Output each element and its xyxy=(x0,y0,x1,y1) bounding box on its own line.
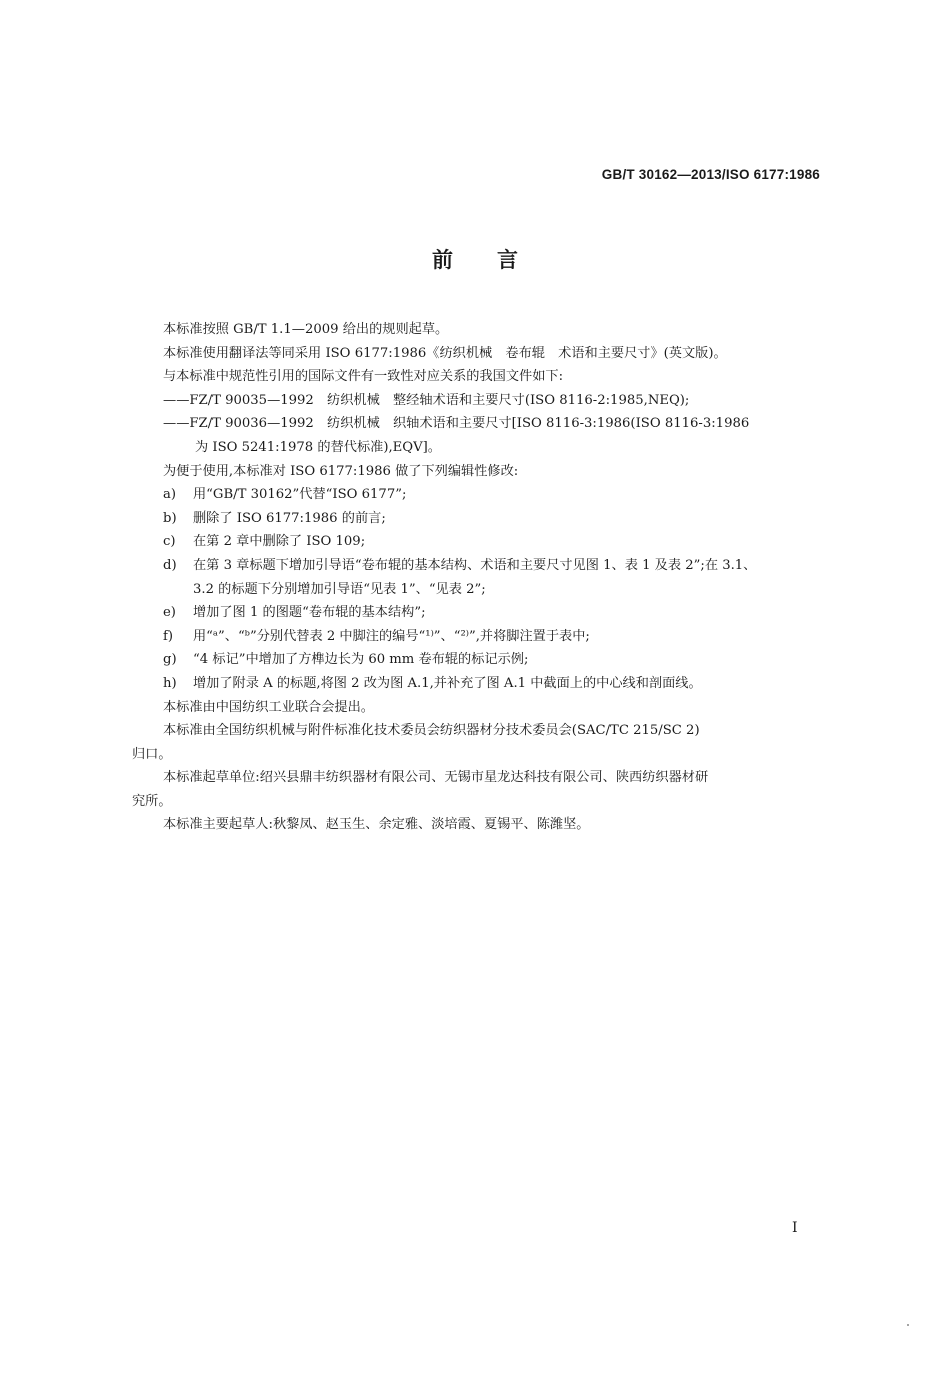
list-item xyxy=(132,554,822,578)
standard-code: GB/T 30162—2013/ISO 6177:1986 xyxy=(601,167,820,182)
paragraph-drafting-units-cont: 究所。 xyxy=(132,793,172,809)
list-item-text: 增加了附录 A 的标题,将图 2 改为图 A.1,并补充了图 A.1 中截面上的中心线和剖面线。 xyxy=(193,675,702,691)
list-item-label: d) xyxy=(163,557,177,573)
list-item-text: 在第 2 章中删除了 ISO 109; xyxy=(193,534,366,550)
list-item-label: e) xyxy=(163,605,176,621)
paragraph-drafting-rules: 本标准按照 GB/T 1.1—2009 给出的规则起草。 xyxy=(163,322,449,337)
paragraph-drafters: 本标准主要起草人:秋黎凤、赵玉生、余定雅、淡培霞、夏锡平、陈潍坚。 xyxy=(163,817,590,833)
list-item-text: 增加了图 1 的图题“卷布辊的基本结构”; xyxy=(193,605,426,621)
paragraph-centralized: 本标准由全国纺织机械与附件标准化技术委员会纺织器材分技术委员会(SAC/TC 215/SC 2) xyxy=(163,723,700,739)
dash-item-fzt-90036-cont: 为 ISO 5241:1978 的替代标准),EQV]。 xyxy=(195,439,441,455)
page-number: I xyxy=(792,1220,798,1236)
list-item-text: 在第 3 章标题下增加引导语“卷布辊的基本结构、术语和主要尺寸见图 1、表 1 及表 2”;在 3.1、 xyxy=(193,557,757,573)
list-item-text: “4 标记”中增加了方榫边长为 60 mm 卷布辊的标记示例; xyxy=(193,652,529,668)
list-item-text: 用“GB/T 30162”代替“ISO 6177”; xyxy=(193,487,407,503)
list-item xyxy=(132,648,822,672)
paragraph-drafting-units: 本标准起草单位:绍兴县鼎丰纺织器材有限公司、无锡市星龙达科技有限公司、陕西纺织器材研 xyxy=(163,770,709,786)
list-item xyxy=(132,625,822,649)
dash-item-fzt-90036: ——FZ/T 90036—1992 纺织机械 织轴术语和主要尺寸[ISO 8116-3:1986(ISO 8116-3:1986 xyxy=(163,416,750,432)
list-item-continuation: 3.2 的标题下分别增加引导语“见表 1”、“见表 2”; xyxy=(193,581,486,597)
scan-speck xyxy=(907,1324,909,1326)
list-item xyxy=(132,483,822,507)
paragraph-editorial-changes: 为便于使用,本标准对 ISO 6177:1986 做了下列编辑性修改: xyxy=(163,463,519,479)
list-item-text: 用“ᵃ”、“ᵇ”分别代替表 2 中脚注的编号“¹⁾”、“²⁾”,并将脚注置于表中; xyxy=(193,628,590,644)
list-item-label: b) xyxy=(163,510,177,526)
list-item xyxy=(132,530,822,554)
paragraph-centralized-cont: 归口。 xyxy=(132,746,172,762)
preface-body xyxy=(132,318,822,837)
dash-item-fzt-90035: ——FZ/T 90035—1992 纺织机械 整经轴术语和主要尺寸(ISO 8116-2:1985,NEQ); xyxy=(163,392,690,408)
list-item-label: h) xyxy=(163,675,177,691)
list-item xyxy=(132,601,822,625)
list-item xyxy=(132,507,822,531)
list-item-text: 删除了 ISO 6177:1986 的前言; xyxy=(193,510,386,526)
list-item xyxy=(132,672,822,696)
list-item-label: f) xyxy=(163,628,174,644)
list-item-label: g) xyxy=(163,652,177,668)
list-item-label: a) xyxy=(163,487,177,503)
paragraph-proposer: 本标准由中国纺织工业联合会提出。 xyxy=(163,699,374,715)
list-item-label: c) xyxy=(163,534,176,550)
paragraph-correspondence: 与本标准中规范性引用的国际文件有一致性对应关系的我国文件如下: xyxy=(163,369,564,385)
page-title: 前言 xyxy=(432,248,562,272)
paragraph-adoption: 本标准使用翻译法等同采用 ISO 6177:1986《纺织机械 卷布辊 术语和主要尺寸》(英文版)。 xyxy=(163,345,727,361)
